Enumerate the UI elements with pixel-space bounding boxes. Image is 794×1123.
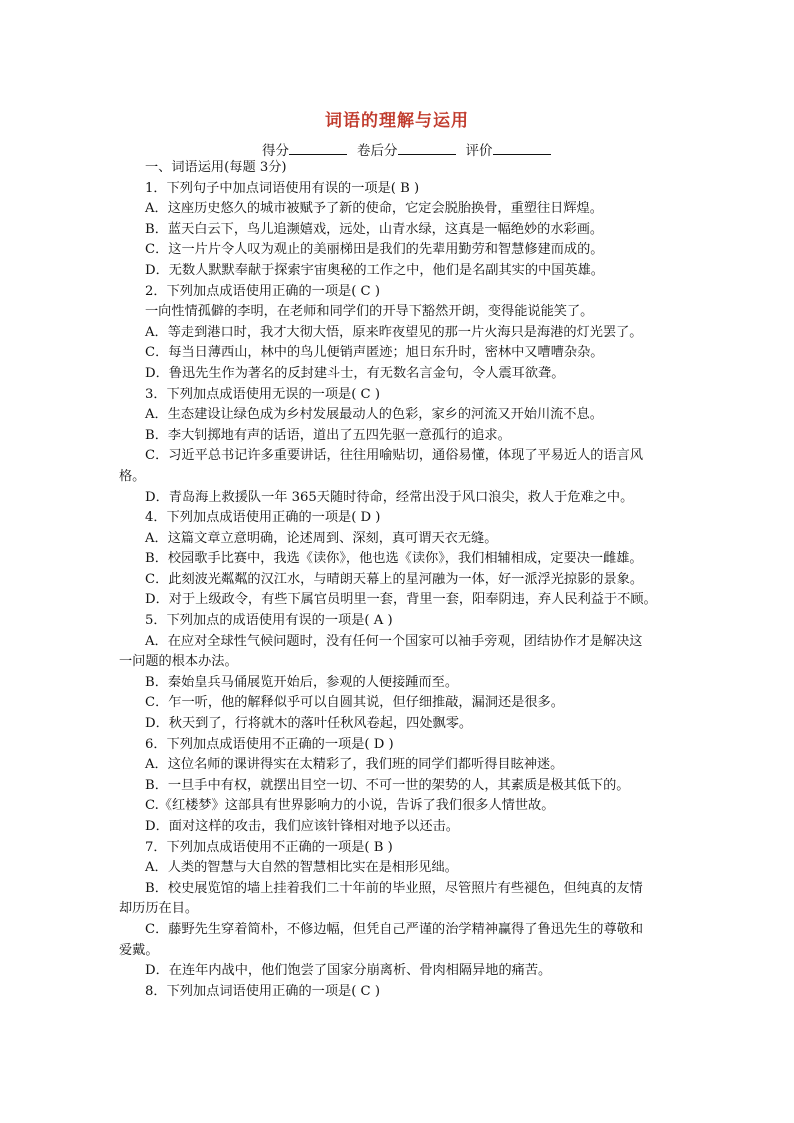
text-line: C．习近平总书记许多重要讲话，往往用喻贴切，通俗易懂，体现了平易近人的语言风 — [145, 448, 644, 464]
text-line: 6．下列加点成语使用不正确的一项是( D ) — [145, 736, 394, 752]
text-line: C．藤野先生穿着简朴，不修边幅，但凭自己严谨的治学精神赢得了鲁迅先生的尊敬和 — [145, 921, 644, 937]
text-line: 3．下列加点成语使用无误的一项是( C ) — [145, 386, 380, 402]
text-line: D．秋天到了，行将就木的落叶任秋风卷起，四处飘零。 — [145, 716, 473, 732]
text-line: B．秦始皇兵马俑展览开始后，参观的人便接踵而至。 — [145, 674, 459, 690]
after-score-blank — [398, 140, 456, 155]
text-line: 8．下列加点词语使用正确的一项是( C ) — [145, 983, 380, 999]
after-score-label: 卷后分 — [357, 143, 398, 159]
text-line: 一、词语运用(每题 3分) — [145, 160, 287, 175]
text-line: A．这位名师的课讲得实在太精彩了，我们班的同学们都听得目眩神迷。 — [145, 757, 564, 773]
question-list — [119, 158, 681, 1002]
text-line: 7．下列加点成语使用不正确的一项是( B ) — [145, 839, 393, 855]
text-line: C．乍一听，他的解释似乎可以自圆其说，但仔细推敲，漏洞还是很多。 — [145, 695, 564, 711]
text-line: 2．下列加点成语使用正确的一项是( C ) — [145, 283, 380, 299]
text-line: 却历历在目。 — [119, 901, 199, 917]
text-line: 5．下列加点的成语使用有误的一项是( A ) — [145, 613, 393, 629]
text-line: 4．下列加点成语使用正确的一项是( D ) — [145, 510, 381, 526]
score-blank — [289, 140, 347, 155]
text-line: 爱戴。 — [119, 942, 159, 958]
text-line: B．校史展览馆的墙上挂着我们二十年前的毕业照，尽管照片有些褪色，但纯真的友情 — [145, 880, 643, 896]
text-line: D．在连年内战中，他们饱尝了国家分崩离析、骨肉相隔异地的痛苦。 — [145, 963, 552, 979]
text-line: A．这篇文章立意明确，论述周到、深刻，真可谓天衣无缝。 — [145, 530, 498, 546]
text-line: A．等走到港口时，我才大彻大悟，原来昨夜望见的那一片火海只是海港的灯光罢了。 — [145, 324, 643, 340]
text-line: C．此刻波光粼粼的汉江水，与晴朗天幕上的星河融为一体，好一派浮光掠影的景象。 — [145, 571, 644, 587]
text-line: B．李大钊掷地有声的话语，道出了五四先驱一意孤行的追求。 — [145, 427, 511, 443]
text-line: 一问题的根本办法。 — [119, 654, 238, 670]
evaluation-blank — [493, 140, 551, 155]
text-line: D．无数人默默奉献于探索宇宙奥秘的工作之中，他们是名副其实的中国英雄。 — [145, 262, 604, 278]
score-label: 得分 — [262, 143, 289, 159]
text-line: A．这座历史悠久的城市被赋予了新的使命，它定会脱胎换骨，重塑往日辉煌。 — [145, 201, 603, 217]
text-line: 一向性情孤僻的李明，在老师和同学们的开导下豁然开朗，变得能说能笑了。 — [145, 304, 594, 320]
text-line: A．在应对全球性气候问题时，没有任何一个国家可以袖手旁观，团结协作才是解决这 — [145, 633, 643, 649]
text-line: B．一旦手中有权，就摆出目空一切、不可一世的架势的人，其素质是极其低下的。 — [145, 777, 630, 793]
text-line: 1．下列句子中加点词语使用有误的一项是( B ) — [145, 180, 420, 196]
text-line: C．每当日薄西山，林中的鸟儿便销声匿迹；旭日东升时，密林中又嘈嘈杂杂。 — [145, 345, 604, 361]
text-line: 格。 — [119, 468, 146, 484]
text-line: A．人类的智慧与大自然的智慧相比实在是相形见绌。 — [145, 860, 458, 876]
text-line: B．校园歌手比赛中，我选《读你》，他也选《读你》，我们相辅相成，定要决一雌雄。 — [145, 551, 643, 567]
text-line: C．这一片片令人叹为观止的美丽梯田是我们的先辈用勤劳和智慧修建而成的。 — [145, 242, 604, 258]
page-title: 词语的理解与运用 — [325, 111, 469, 131]
text-line: A．生态建设让绿色成为乡村发展最动人的色彩，家乡的河流又开始川流不息。 — [145, 407, 603, 423]
text-line: D．鲁迅先生作为著名的反封建斗士，有无数名言金句，令人震耳欲聋。 — [145, 365, 565, 381]
text-line: C.《红楼梦》这部具有世界影响力的小说，告诉了我们很多人情世故。 — [145, 798, 555, 814]
text-line: D．面对这样的攻击，我们应该针锋相对地予以还击。 — [145, 819, 459, 834]
score-row — [262, 139, 551, 159]
text-line: B．蓝天白云下，鸟儿追濒嬉戏，远处，山青水绿，这真是一幅绝妙的水彩画。 — [145, 221, 604, 237]
text-line: D．青岛海上救援队一年 365天随时待命，经常出没于风口浪尖，救人于危难之中。 — [145, 489, 634, 505]
evaluation-label: 评价 — [465, 143, 493, 159]
text-line: D．对于上级政令，有些下属官员明里一套，背里一套，阳奉阴违，弃人民利益于不顾。 — [145, 592, 657, 608]
